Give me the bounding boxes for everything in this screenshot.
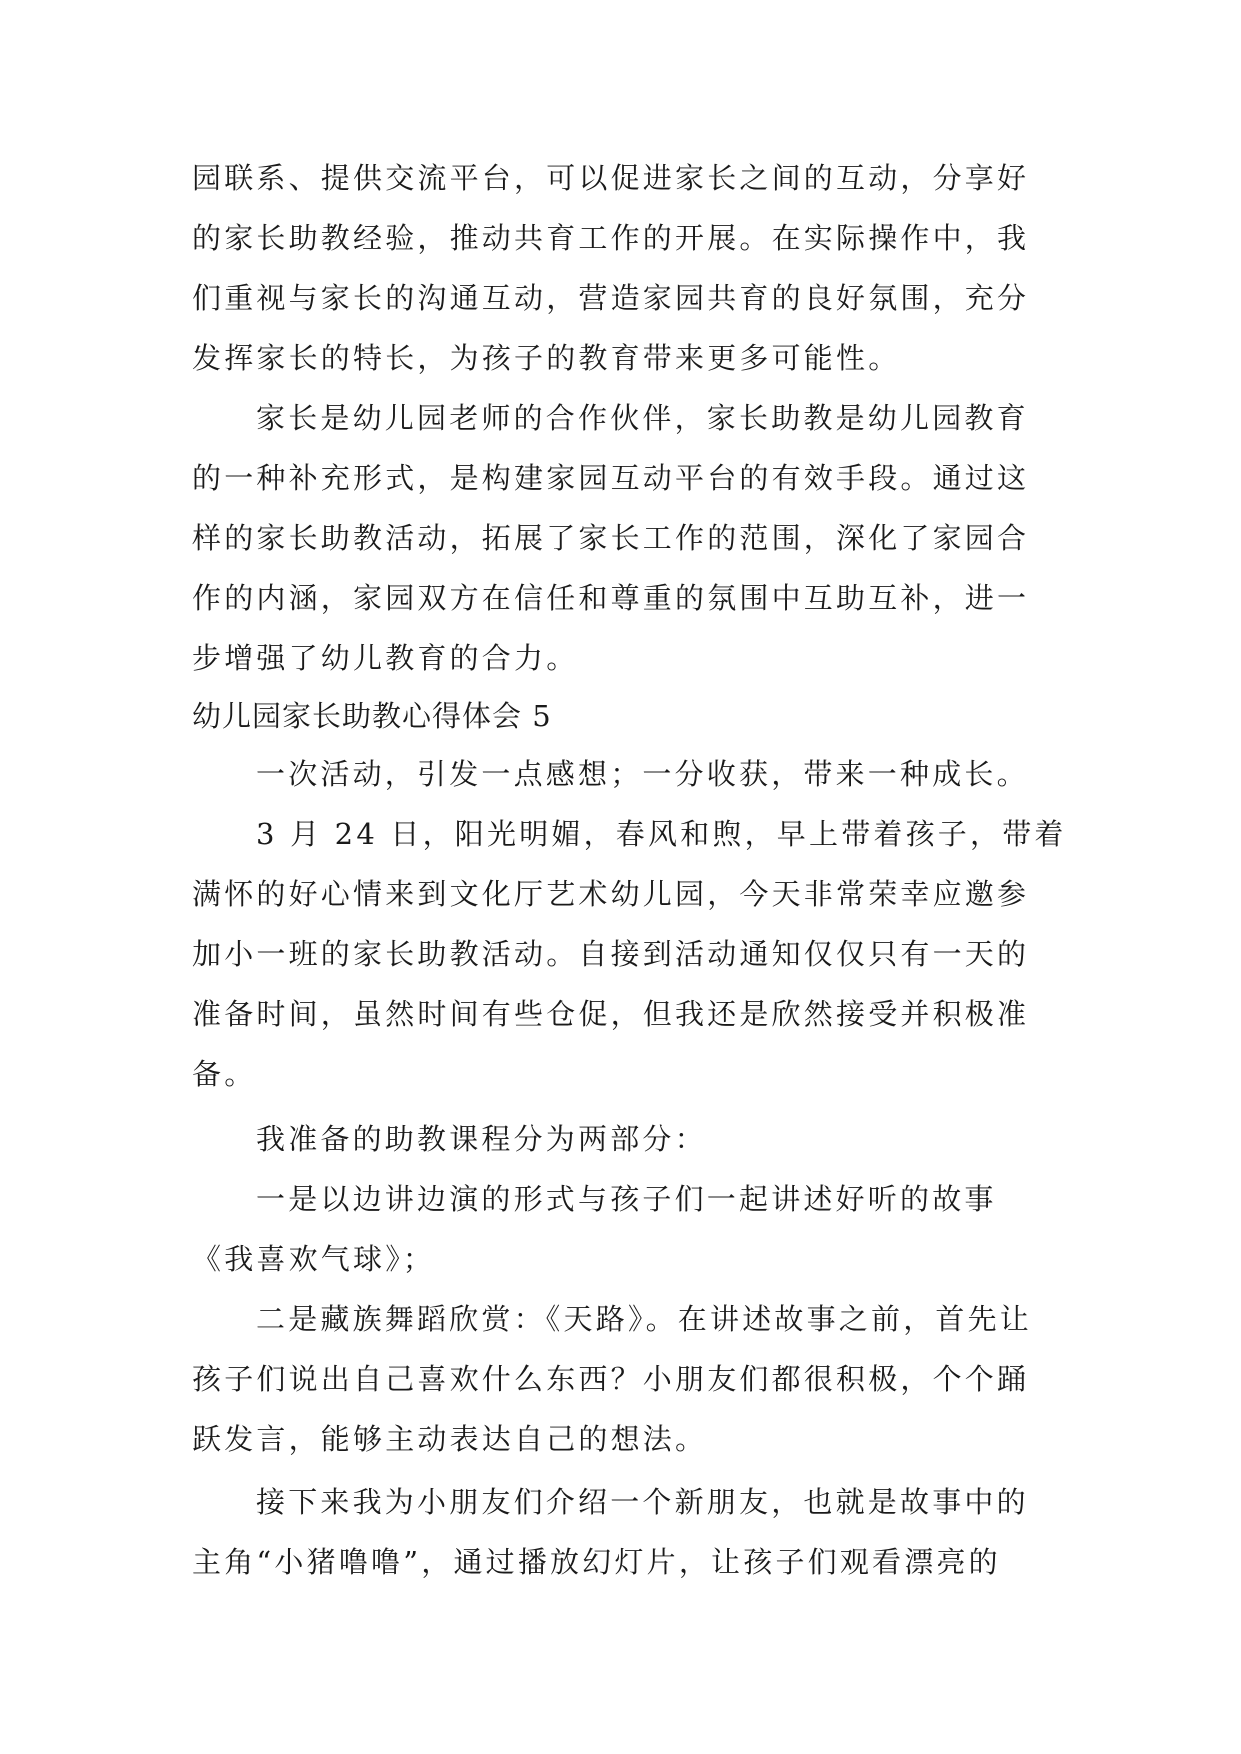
text-line: 一是以边讲边演的形式与孩子们一起讲述好听的故事 [256,1182,997,1216]
text-line: 们重视与家长的沟通互动，营造家园共育的良好氛围，充分 [192,281,1030,315]
text-line: 满怀的好心情来到文化厅艺术幼儿园，今天非常荣幸应邀参 [192,877,1030,911]
text-line: 二是藏族舞蹈欣赏：《天路》。在讲述故事之前，首先让 [256,1302,1033,1336]
section-heading: 幼儿园家长助教心得体会 5 [192,699,552,733]
text-line: 《我喜欢气球》； [192,1242,436,1276]
text-line: 孩子们说出自己喜欢什么东西？小朋友们都很积极，个个踊 [192,1362,1030,1396]
text-line: 3 月 24 日，阳光明媚，春风和煦，早上带着孩子，带着 [256,817,1067,851]
text-line: 跃发言，能够主动表达自己的想法。 [192,1422,708,1456]
text-line: 步增强了幼儿教育的合力。 [192,641,579,675]
text-line: 主角“小猪噜噜”，通过播放幻灯片，让孩子们观看漂亮的 [192,1545,1001,1579]
text-line: 备。 [192,1057,257,1091]
text-line: 的一种补充形式，是构建家园互动平台的有效手段。通过这 [192,461,1030,495]
text-line: 准备时间，虽然时间有些仓促，但我还是欣然接受并积极准 [192,997,1030,1031]
text-line: 家长是幼儿园老师的合作伙伴，家长助教是幼儿园教育 [256,401,1029,435]
text-line: 加小一班的家长助教活动。自接到活动通知仅仅只有一天的 [192,937,1030,971]
text-line: 我准备的助教课程分为两部分： [256,1122,707,1156]
text-line: 接下来我为小朋友们介绍一个新朋友，也就是故事中的 [256,1485,1029,1519]
text-line: 作的内涵，家园双方在信任和尊重的氛围中互助互补，进一 [192,581,1030,615]
text-line: 的家长助教经验，推动共育工作的开展。在实际操作中，我 [192,221,1030,255]
text-line: 园联系、提供交流平台，可以促进家长之间的互动，分享好 [192,161,1030,195]
text-line: 发挥家长的特长，为孩子的教育带来更多可能性。 [192,341,901,375]
text-line: 样的家长助教活动，拓展了家长工作的范围，深化了家园合 [192,521,1030,555]
text-line: 一次活动，引发一点感想；一分收获，带来一种成长。 [256,757,1029,791]
